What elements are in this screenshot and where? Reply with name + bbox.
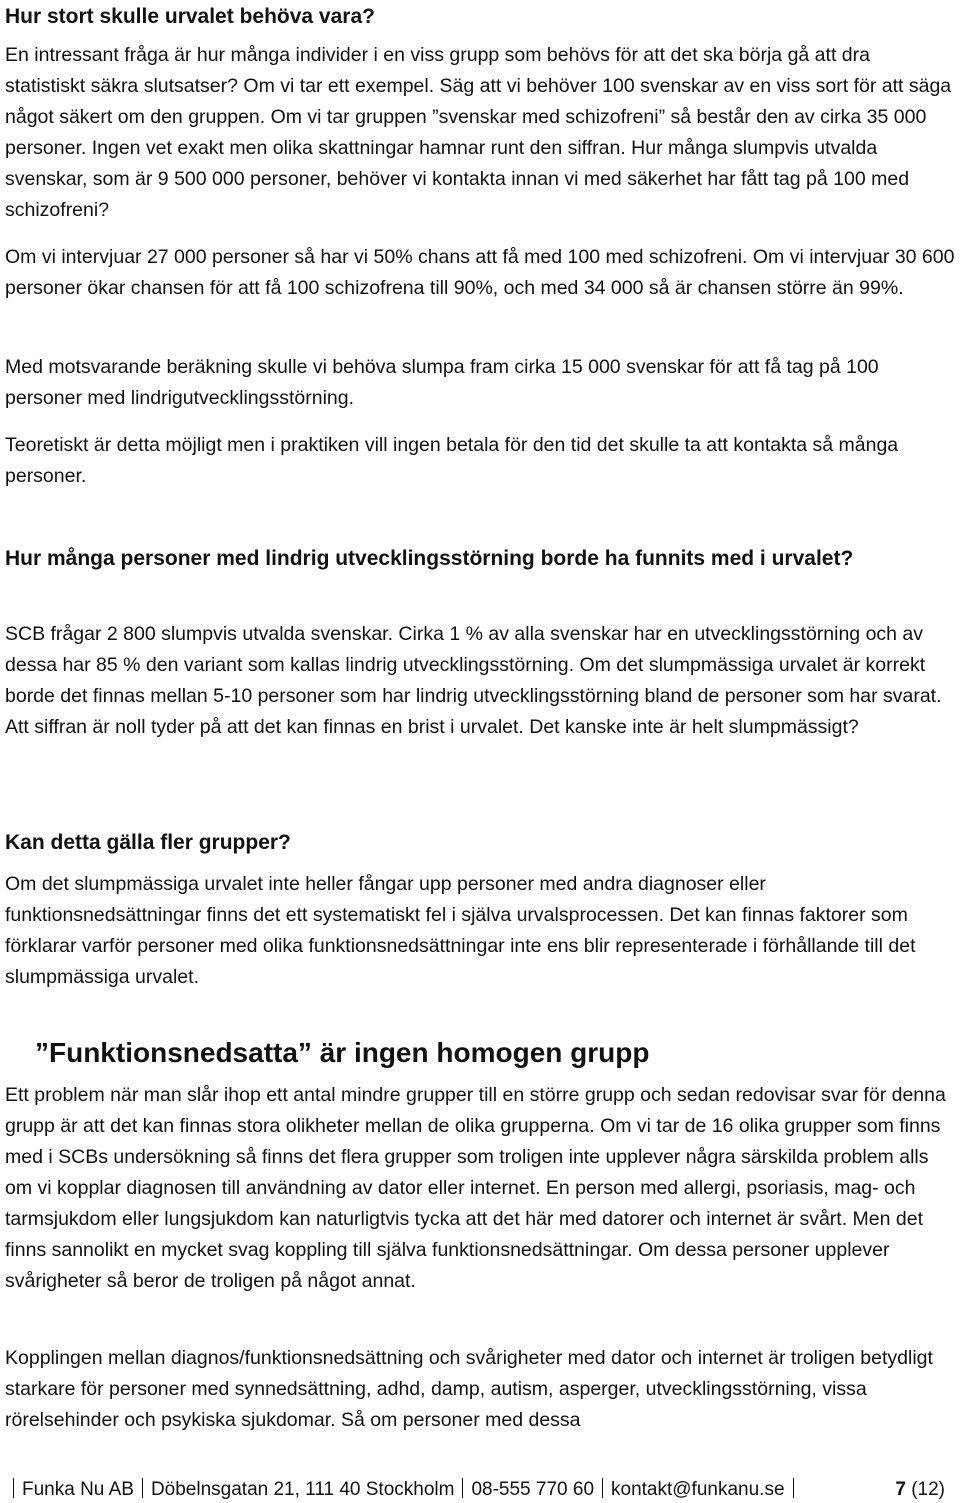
page-number-current: 7 xyxy=(895,1479,906,1500)
section-heading-mild-disability: Hur många personer med lindrig utvecklingsstörning borde ha funnits med i urvalet? xyxy=(5,547,854,570)
footer-company: Funka Nu AB xyxy=(22,1479,134,1500)
footer-divider xyxy=(793,1478,794,1498)
paragraph: Om vi intervjuar 27 000 personer så har vi 50% chans att få med 100 med schizofreni. Om vi intervjuar 30 600 personer ökar chansen för att få 100 schizofrena till 90%, och med 34 000 så är chansen större än 99%. xyxy=(5,246,955,299)
footer-divider xyxy=(462,1478,463,1498)
section-heading-not-homogeneous: ”Funktionsnedsatta” är ingen homogen grupp xyxy=(35,1037,650,1068)
paragraph: Med motsvarande beräkning skulle vi behöva slumpa fram cirka 15 000 svenskar för att få tag på 100 personer med lindrigutvecklingsstörning. xyxy=(5,356,879,409)
footer-divider xyxy=(142,1478,143,1498)
paragraph: Teoretiskt är detta möjligt men i praktiken vill ingen betala för den tid det skulle ta att kontakta så många personer. xyxy=(5,434,899,487)
footer-phone: 08-555 770 60 xyxy=(471,1479,595,1500)
page-number-total: (12) xyxy=(911,1479,945,1500)
footer-address: Döbelnsgatan 21, 111 40 Stockholm xyxy=(150,1479,455,1500)
page-number xyxy=(895,1477,945,1503)
footer-divider xyxy=(13,1478,14,1498)
paragraph: Ett problem när man slår ihop ett antal mindre grupper till en större grupp och sedan redovisar svar för denna grupp är att det kan finnas stora olikheter mellan de olika grupperna. Om vi tar de 16 olika grupper som finns med i SCBs undersökning så finns det flera grupper som troligen inte upplever några särskilda problem alls om vi kopplar diagnosen till användning av dator eller internet. En person med allergi, psoriasis, mag- och tarmsjukdom eller lungsjukdom kan naturligtvis tycka att det här med datorer och internet är svårt. Men det finns sannolikt en mycket svag koppling till själva funktionsnedsättningar. Om dessa personer upplever svårigheter så beror de troligen på något annat. xyxy=(5,1084,946,1292)
section-heading-sample-size: Hur stort skulle urvalet behöva vara? xyxy=(5,5,375,28)
footer-divider xyxy=(602,1478,603,1498)
page-footer xyxy=(5,1477,955,1503)
section-heading-more-groups: Kan detta gälla fler grupper? xyxy=(5,831,291,854)
paragraph: En intressant fråga är hur många individer i en viss grupp som behövs för att det ska börja gå att dra statistiskt säkra slutsatser? Om vi tar ett exempel. Säg att vi behöver 100 svenskar av en viss sort för att säga något säkert om den gruppen. Om vi tar gruppen ”svenskar med schizofreni” så består den av cirka 35 000 personer. Ingen vet exakt men olika skattningar hamnar runt den siffran. Hur många slumpvis utvalda svenskar, som är 9 500 000 personer, behöver vi kontakta innan vi med säkerhet har fått tag på 100 med schizofreni? xyxy=(5,44,952,221)
paragraph: Om det slumpmässiga urvalet inte heller fångar upp personer med andra diagnoser eller funktionsnedsättningar finns det ett systematiskt fel i själva urvalsprocessen. Det kan finnas faktorer som förklarar varför personer med olika funktionsnedsättningar inte ens blir representerade i förhållande till det slumpmässiga urvalet. xyxy=(5,873,916,988)
paragraph: SCB frågar 2 800 slumpvis utvalda svenskar. Cirka 1 % av alla svenskar har en utvecklingsstörning och av dessa har 85 % den variant som kallas lindrig utvecklingsstörning. Om det slumpmässiga urvalet är korrekt borde det finnas mellan 5-10 personer som har lindrig utvecklingsstörning bland de personer som har svarat. Att siffran är noll tyder på att det kan finnas en brist i urvalet. Det kanske inte är helt slumpmässigt? xyxy=(5,623,942,738)
footer-email[interactable]: kontakt@funkanu.se xyxy=(611,1479,785,1500)
paragraph: Kopplingen mellan diagnos/funktionsnedsättning och svårigheter med dator och internet är troligen betydligt starkare för personer med synnedsättning, adhd, damp, autism, asperger, utvecklingsstörning, vissa rörelsehinder och psykiska sjukdomar. Så om personer med dessa xyxy=(5,1347,933,1431)
